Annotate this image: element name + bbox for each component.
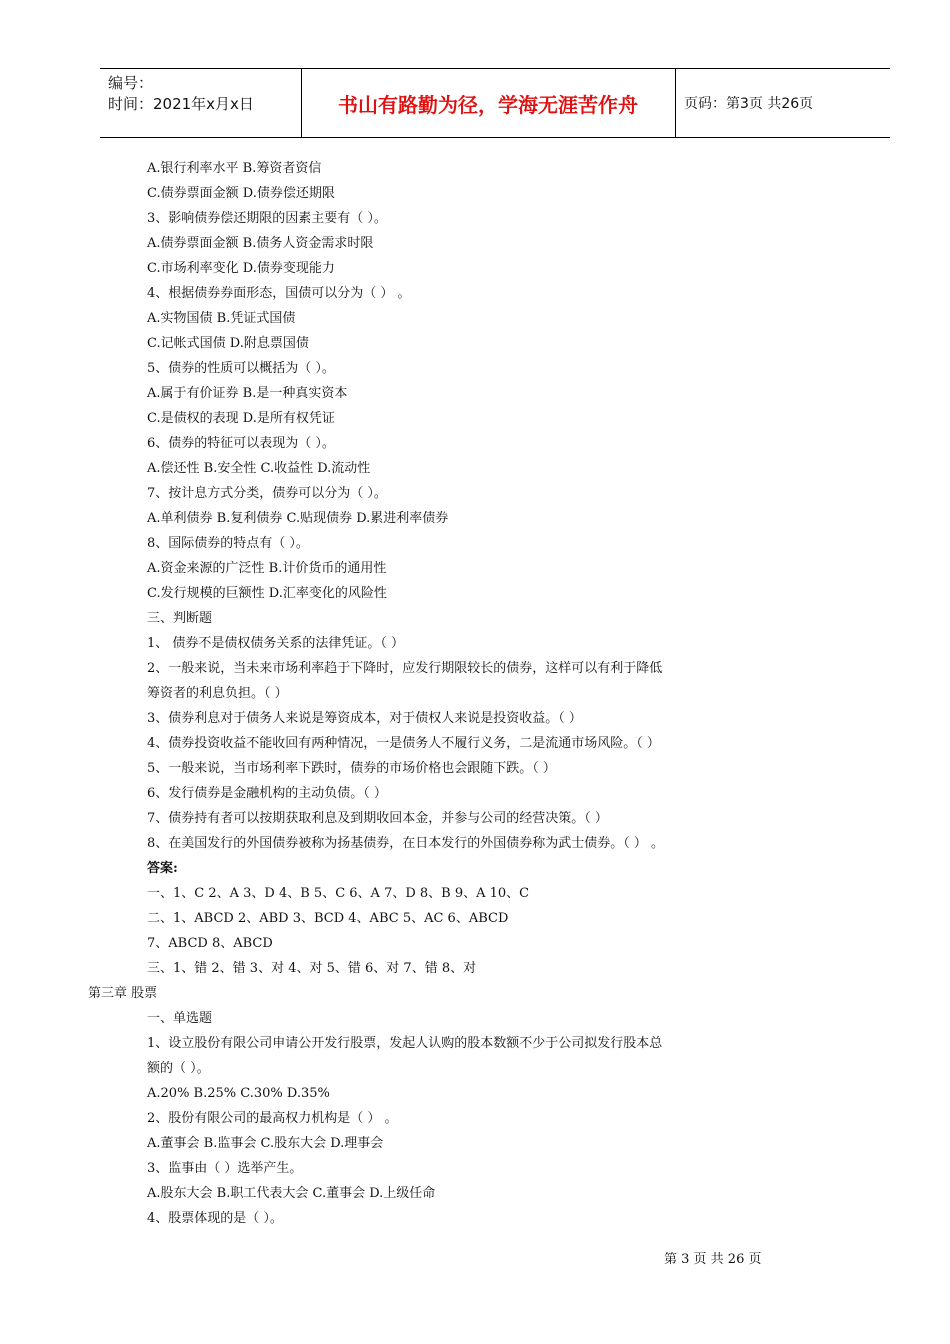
section-heading: 一、单选题 — [147, 1011, 213, 1026]
text-line: 7、债券持有者可以按期获取利息及到期收回本金，并参与公司的经营决策。（ ） — [147, 811, 608, 826]
header-page-info: 页码：第3页 共26页 — [684, 96, 814, 112]
text-line: 1、 债券不是债权债务关系的法律凭证。（ ） — [147, 636, 405, 651]
text-line: 3、影响债券偿还期限的因素主要有（ ）。 — [147, 211, 387, 226]
text-line: 1、设立股份有限公司申请公开发行股票，发起人认购的股本数额不少于公司拟发行股本总 — [147, 1036, 663, 1051]
answer-line: 7、ABCD 8、ABCD — [147, 936, 273, 951]
chapter-title: 第三章 股票 — [88, 986, 158, 1001]
text-line: 3、监事由（ ）选举产生。 — [147, 1161, 303, 1176]
text-line: A.实物国债 B.凭证式国债 — [147, 311, 296, 326]
text-line: 2、一般来说，当未来市场利率趋于下降时，应发行期限较长的债券，这样可以有利于降低 — [147, 661, 663, 676]
text-line: 7、按计息方式分类，债券可以分为（ ）。 — [147, 486, 387, 501]
header-divider — [675, 69, 676, 137]
text-line: A.偿还性 B.安全性 C.收益性 D.流动性 — [147, 461, 371, 476]
text-line: A.单利债券 B.复利债券 C.贴现债券 D.累进利率债券 — [147, 511, 449, 526]
text-line: 5、一般来说，当市场利率下跌时，债券的市场价格也会跟随下跌。（ ） — [147, 761, 556, 776]
text-line: 4、股票体现的是（ ）。 — [147, 1211, 283, 1226]
text-line: C.债券票面金额 D.债券偿还期限 — [147, 186, 335, 201]
text-line: 筹资者的利息负担。（ ） — [147, 686, 288, 701]
answer-line: 一、1、C 2、A 3、D 4、B 5、C 6、A 7、D 8、B 9、A 10、C — [147, 886, 530, 901]
text-line: A.股东大会 B.职工代表大会 C.董事会 D.上级任命 — [147, 1186, 436, 1201]
text-line: 8、在美国发行的外国债券被称为扬基债券，在日本发行的外国债券称为武士债券。（ ） 。 — [147, 836, 665, 851]
text-line: 2、股份有限公司的最高权力机构是（ ） 。 — [147, 1111, 398, 1126]
header-meta — [108, 73, 298, 115]
text-line: A.董事会 B.监事会 C.股东大会 D.理事会 — [147, 1136, 384, 1151]
text-line: A.银行利率水平 B.筹资者资信 — [147, 161, 322, 176]
text-line: 8、国际债券的特点有（ ）。 — [147, 536, 309, 551]
answer-line: 三、1、错 2、错 3、对 4、对 5、错 6、对 7、错 8、对 — [147, 961, 477, 976]
text-line: C.市场利率变化 D.债券变现能力 — [147, 261, 335, 276]
text-line: 6、发行债券是金融机构的主动负债。（ ） — [147, 786, 387, 801]
text-line: 额的（ ）。 — [147, 1061, 210, 1076]
answer-heading: 答案: — [147, 861, 178, 876]
header-slogan: 书山有路勤为径，学海无涯苦作舟 — [338, 92, 638, 117]
text-line: C.记帐式国债 D.附息票国债 — [147, 336, 309, 351]
text-line: A.资金来源的广泛性 B.计价货币的通用性 — [147, 561, 387, 576]
text-line: C.是债权的表现 D.是所有权凭证 — [147, 411, 335, 426]
text-line: A.20% B.25% C.30% D.35% — [147, 1086, 330, 1101]
text-line: 6、债券的特征可以表现为（ ）。 — [147, 436, 335, 451]
text-line: 3、债券利息对于债务人来说是筹资成本，对于债权人来说是投资收益。（ ） — [147, 711, 582, 726]
section-heading: 三、判断题 — [147, 611, 213, 626]
text-line: A.属于有价证券 B.是一种真实资本 — [147, 386, 348, 401]
answer-line: 二、1、ABCD 2、ABD 3、BCD 4、ABC 5、AC 6、ABCD — [147, 911, 509, 926]
page-header — [100, 68, 890, 138]
text-line: 5、债券的性质可以概括为（ ）。 — [147, 361, 335, 376]
code-label: 编号： — [108, 74, 154, 92]
time-label: 时间：2021年x月x日 — [108, 95, 254, 113]
text-line: C.发行规模的巨额性 D.汇率变化的风险性 — [147, 586, 387, 601]
text-line: 4、债券投资收益不能收回有两种情况，一是债务人不履行义务，二是流通市场风险。（ ） — [147, 736, 660, 751]
text-line: 4、根据债券券面形态，国债可以分为（ ） 。 — [147, 286, 411, 301]
page-footer: 第 3 页 共 26 页 — [664, 1252, 762, 1267]
text-line: A.债券票面金额 B.债务人资金需求时限 — [147, 236, 374, 251]
